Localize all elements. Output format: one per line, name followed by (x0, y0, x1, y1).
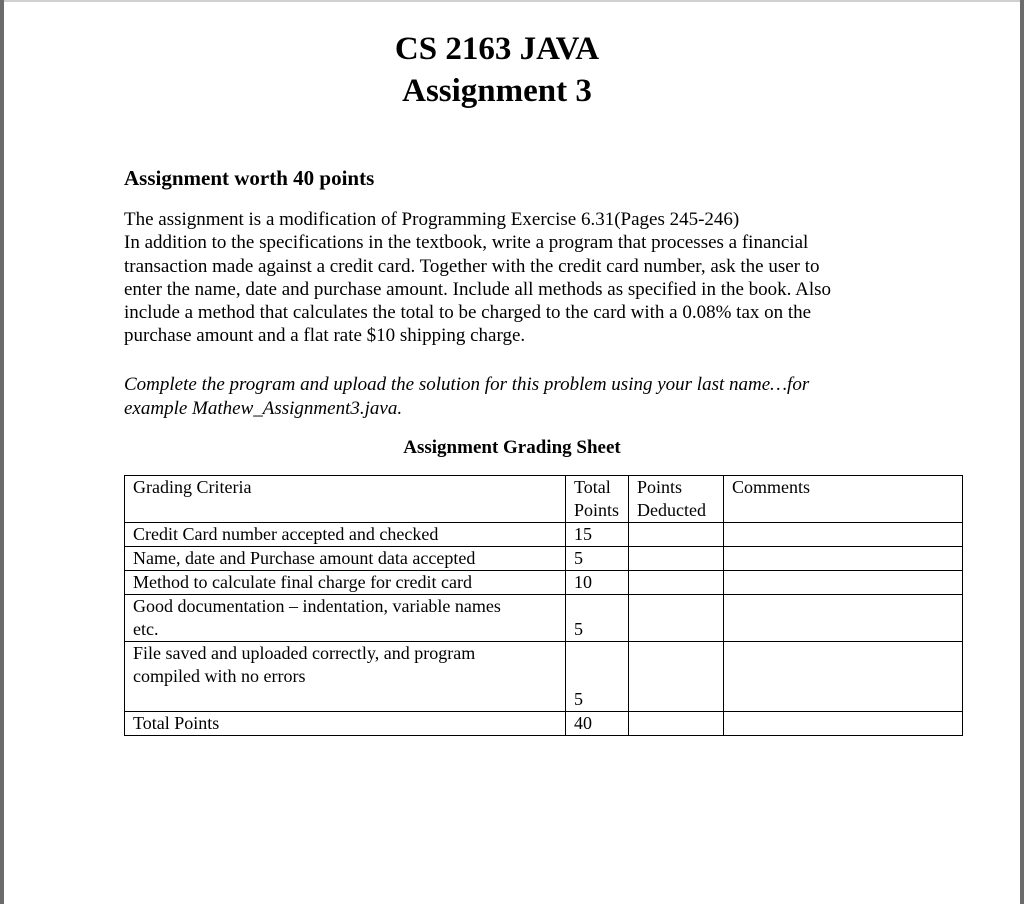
deducted-cell (629, 523, 724, 547)
table-row (125, 571, 963, 595)
header-total-points: Total Points (566, 476, 629, 523)
description-line: In addition to the specifications in the textbook, write a program that processes a financial (124, 232, 809, 254)
table-row (125, 595, 963, 642)
comments-cell (724, 523, 963, 547)
course-title: CS 2163 JAVA (394, 31, 600, 67)
assignment-title: Assignment 3 (402, 73, 592, 109)
document-title (0, 28, 994, 112)
table-row (125, 642, 963, 712)
page-top-edge (0, 0, 1024, 2)
points-cell: 5 (566, 547, 629, 571)
deducted-cell (629, 642, 724, 712)
deducted-cell (629, 571, 724, 595)
comments-cell (724, 642, 963, 712)
table-total-row (125, 712, 963, 736)
criteria-cell: Method to calculate final charge for credit card (125, 571, 566, 595)
table-row (125, 547, 963, 571)
description-line: include a method that calculates the total to be charged to the card with a 0.08% tax on the (124, 302, 812, 324)
total-points-cell: 40 (566, 712, 629, 736)
header-grading-criteria: Grading Criteria (125, 476, 566, 523)
header-comments: Comments (724, 476, 963, 523)
table-header-row (125, 476, 963, 523)
comments-cell (724, 571, 963, 595)
comments-cell (724, 547, 963, 571)
criteria-cell: Credit Card number accepted and checked (125, 523, 566, 547)
description-line: purchase amount and a flat rate $10 shipping charge. (124, 325, 526, 347)
criteria-cell: Name, date and Purchase amount data accepted (125, 547, 566, 571)
deducted-cell (629, 547, 724, 571)
instruction-line: example Mathew_Assignment3.java. (124, 398, 403, 419)
description-line: The assignment is a modification of Programming Exercise 6.31(Pages 245-246) (124, 209, 740, 230)
deducted-cell (629, 712, 724, 736)
instruction-line: Complete the program and upload the solution for this problem using your last name…for (124, 374, 810, 395)
header-points-deducted: Points Deducted (629, 476, 724, 523)
points-heading: Assignment worth 40 points (124, 166, 375, 190)
grading-sheet-title: Assignment Grading Sheet (403, 437, 621, 458)
points-cell: 5 (566, 595, 629, 642)
deducted-cell (629, 595, 724, 642)
comments-cell (724, 712, 963, 736)
submission-instruction (124, 373, 884, 421)
grading-table (124, 475, 963, 736)
table-row (125, 523, 963, 547)
criteria-cell: Good documentation – indentation, variable names etc. (125, 595, 566, 642)
points-cell: 5 (566, 642, 629, 712)
assignment-description (124, 208, 884, 348)
criteria-cell: File saved and uploaded correctly, and program compiled with no errors (125, 642, 566, 712)
points-cell: 15 (566, 523, 629, 547)
points-cell: 10 (566, 571, 629, 595)
description-line: enter the name, date and purchase amount. Include all methods as specified in the book. Also (124, 278, 832, 300)
comments-cell (724, 595, 963, 642)
total-label-cell: Total Points (125, 712, 566, 736)
description-line: transaction made against a credit card. Together with the credit card number, ask the user to (124, 255, 820, 277)
